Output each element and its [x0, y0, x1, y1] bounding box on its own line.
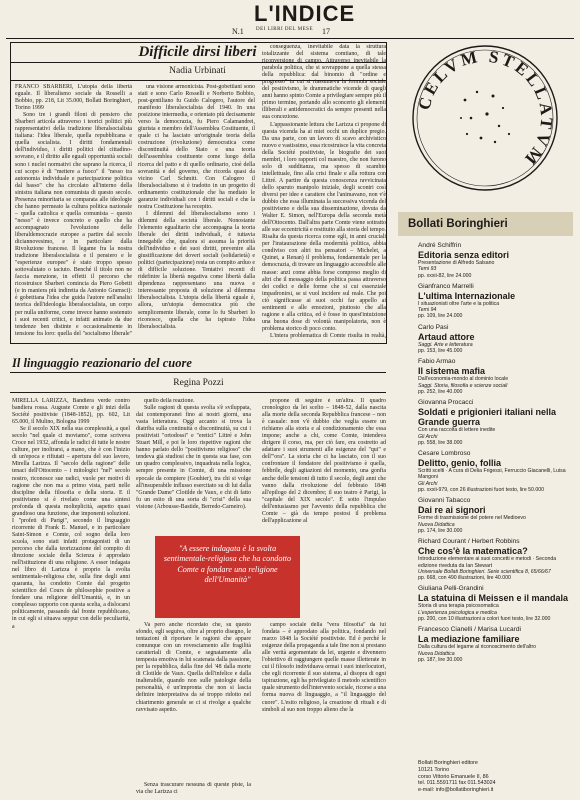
book-author: Fabio Armao	[418, 358, 456, 366]
article-2-author: Regina Pozzi	[173, 378, 224, 388]
publisher-address	[418, 760, 573, 794]
address-line: e-mail: info@bollatiboringhieri.it	[418, 787, 494, 794]
book-subtitle: Dalla cultura del legame al riconoscimento dell'altro	[418, 644, 537, 651]
pull-quote: "A essere indagata è la svolta sentimentale-religiosa che ha condotto Comte a fondare una religione dell'Umanità"	[155, 536, 300, 618]
book-info: pp. 252, lire 40.000	[418, 388, 463, 395]
article-1-column-2	[138, 84, 255, 338]
book-subtitle: Scritti scelti · A cura di Delia Frigessi, Ferruccio Giacanelli, Luisa Mangoni	[418, 468, 566, 481]
book-subtitle: Presentazione di Alfredo Salsano	[418, 260, 495, 266]
book-list	[418, 242, 573, 667]
book-author: Richard Courant / Herbert Robbins	[418, 538, 520, 546]
paragraph: conseguenza, inevitabile data la struttura totalizzante del sistema comtiano, di tale riconversione di campo. Attraverso inevitabile la parabola politica, che si sovrappone a quella stessa della repubblica: dal binomio di "ordine e progresso" in cui si riassumeva la formula sociale del positivismo, le drammatiche vicende di quegli anni hanno spinto Comte a privilegiare sempre più il primo termine, portando allo sconcerto gli elementi illiberali e antidemocratici da sempre presenti nella sua concezione.	[262, 44, 386, 121]
book-title: Soldati e prigionieri italiani nella Grande guerra	[418, 407, 557, 428]
address-line: 10121 Torino	[418, 766, 450, 773]
seal-text: CELVM STELLATVM	[414, 46, 557, 171]
book-info: pp. 174, lire 30.000	[418, 527, 463, 534]
publisher-seal-icon	[405, 38, 565, 198]
book-info: pp. xxxii-979, con 26 illustrazioni fuori testo, lire 50.000	[418, 487, 545, 494]
paragraph: Se il secolo XIX nella sua complessità, a quel secolo "nel quale ci moviamo", come scriveva Croce nel 1932, affonda le radici di tutte le nostre culture, per inoltrarsi, a mano, che è con l'inizio di un'epoca e rifiutati – apertura del suo lavoro, Mirella Larizza. Il "secolo della ragione" delle tenaci dell'Ottocento – i mitologici "nel" secolo nostro, riconosce sue radici, vuole per motivi di ragione che non ma a primo vista, parti nelle discipline della filosofia e della storia. E il positivismo si è rivelato come una sintesi profonda di questa molteplicità, aspetto quasi grandioso una funzione, due imponenti soluzioni. I "profeti di Parigi", secondo il linguaggio ricorrente di Frank E. Manuel, e in particolare Saint-Simon e Comte, col sogno della loro scuola, sono stati infatti protagonisti di un percorso che dalla teorizzazione del compito di direzione sociale della Scienza è approdato nell'istituzione di una religione. A esser indagata nel libro di Larizza è proprio la svolta sentimentale-religiosa che, sulla fine degli anni quaranta, ha condotto Comte dal progetto scientifico del Cours de philosophie positive a fondare una religione dell'Umanità, e, in un complesso rapporto con questa scelta, a dislocarsi politicamente, passando dal fronte repubblicano, in cui egli si situava seppur con delle peculiarità, a	[12, 426, 130, 630]
article-2-column-3-bottom	[262, 622, 386, 794]
article-1-column-3	[262, 44, 386, 340]
book-series: Gli Archi	[418, 433, 438, 440]
page-number: 17	[322, 27, 330, 36]
book-series: L'esperienza psicologica e medica	[418, 609, 497, 616]
paragraph: Senza trascurare nessuna di queste piste, la via che Larizza ci	[136, 782, 251, 796]
book-series: Saggi. Arte e letteratura	[418, 341, 473, 348]
book-series: Universale Bollati Boringhieri. Serie scientifica 8, 65/66/67	[418, 568, 551, 575]
book-entry	[418, 399, 573, 446]
paragraph: Sono tre i grandi filoni di pensiero che Sbarberi articola attraverso i teorici politici più rappresentativi della tradizione liberalsocialista italiana: l'idea liberale, quella repubblicana e quella socialista. I diritti fondamentali dell'individuo, i diritti politici del cittadino-sovrano, e il diritto alle eguali opportunità sociali sono i nuclei normativi che saprano la ricerca, il cui scopo è di "mettere a fuoco" il "nesso tra autonomia individuale e partecipazione politica dal basso" che ha circolato all'interno della sinistra italiana non comunista di questo secolo. Presenza minoritaria se comparata alle ideologie che hanno permeato la cultura politica nazionale – quella cattolica e quella comunista – questo "nesso" è invece concreto e quello che ha accompagnato l'evoluzione delle liberaldemocrazie europee a partire dal secolo diciannovesimo, e in particolare dalla Rivoluzione francese. Il legame fra la nostra tradizione liberalsocialista e il pensiero e le "esperienze europee" è stato troppo spesso sottovalutato o taciuto. Benché il titolo non ne faccia menzione, in effetti il percorso che ricostruisce Sbarberi comincia da Piero Gobetti (e in maniera più indiretta da Antonio Gramsci): è gobettiana l'idea che guida l'autore nell'analisi teorica dell'ideologia liberalsocialista, un corpo per nulla uniforme, come invece hanno sostenuto i suoi recenti critici, e infatti animato da due tendenze ben distinte e occasionalmente in tensione fra loro: quella del "socialismo liberale"	[15, 112, 132, 337]
book-title: La mediazione familiare	[418, 634, 520, 645]
book-series: Temi 93	[418, 266, 437, 273]
book-info: pp. 153, lire 45.000	[418, 348, 463, 355]
article-2-column-3-wrap	[304, 536, 386, 622]
address-line: tel. 011.5591711 fax 011.543024	[418, 780, 496, 787]
paragraph: Sulle ragioni di questa svolta s'è sviluppata, dai contemporanei fino ai nostri giorni, una vasta letteratura. Oggi accanto si trova la diatriba sulla continuità o discontinuità, su cui i positivisti "ortodossi" e "eretici" Littré e John Stuart Mill, e poi le loro rispettive ragioni che hanno parlato dello "positivismo religioso" che tendeva già studiosi che in questa sua fase, con un quadro complessivo, inquadrata nella logica, sempre presente in Comte, di una missione epocale da compiere (Gouhier), tra chi si volge all'insuperabile influsso esercitato su di lui dalla "Grande Dame" Clotilde de Vaux, e chi di fatto fu un esito di una sorta di "crisi" della sua visione (Arbousse-Bastide, Berredo-Carneiro).	[136, 405, 251, 510]
book-title: Dai re ai signori	[418, 505, 486, 516]
book-series: Nuova Didattica	[418, 521, 455, 528]
book-series: Gli Archi	[418, 480, 438, 487]
book-title: Delitto, genio, follia	[418, 458, 501, 469]
book-entry	[418, 358, 573, 395]
article-2-title: Il linguaggio reazionario del cuore	[12, 356, 192, 370]
book-entry	[418, 324, 573, 355]
book-author: Giovanni Tabacco	[418, 497, 471, 505]
article-2-column-1	[12, 398, 130, 792]
book-info: pp. 558, lire 38.000	[418, 439, 463, 446]
publisher-ad-sidebar	[398, 212, 573, 792]
sidebar-title: Bollati Boringhieri	[398, 212, 573, 236]
book-author: Francesco Cianelli / Marisa Lucardi	[418, 626, 521, 634]
paragraph: una visione armonicista. Post-gobettiani sono stati e sono Carlo Rosselli e Norberto Bobbio, post-gentiliano fu Guido Calogero, l'autore del manifesto liberalsocialista del 1940. In una posizione intermedia, e orientato più decisamente verso la democrazia, fu Piero Calamandrei, giurista e membro dell'Assemblea Costituente, il quale ci ha lasciato un'originale teoria della costruzione (rivoluzione) democratica come discontinuità dello Stato e una teoria dell'assemblea costituente come luogo della ricerca del patto e di quello ordinario, cioè della sovranità e del governo, che ricorda quasi da vicino Carl Schmitt. Con Calogero il liberalsocialismo si è tradotto in un progetto di ordinamento costituzionale che ha mediato le garanzie individuali con i diritti sociali e che la nostra Costituzione ha recepito.	[138, 84, 255, 210]
book-info: pp. 109, lire 24.000	[418, 313, 463, 320]
article-2-column-2-middle	[136, 622, 251, 782]
paragraph: L'intera problematica di Comte risulta in realtà,	[270, 332, 386, 339]
article-2-column-2-bottom	[136, 782, 251, 796]
book-subtitle: I situazionisti oltre l'arte e la politica	[418, 300, 500, 307]
book-series: Saggi. Storia, filosofia e scienze sociali	[418, 382, 508, 389]
book-author: Cesare Lombroso	[418, 450, 471, 458]
paragraph: campo sociale della "vera filosofia" da lui fondata – è approdato alla politica, fondando nel marzo 1848 la Société positiviste. Ed è perché le esigenze della propaganda a tale fine non si prestano alle verità argomentate da lei, urgente e divennero l'obiettivo di raggiungere quelle masse illetterate in cui il filosofo individuava ormai i suoi interlocutori, che egli ricorrente il suo sistema, al disopra di ogni ispirazione, egli ha privilegiato il metodo scientifico quale strumento dell'intervento sociale, ricorse a una forma nuova di linguaggio, a "il linguaggio del cuore". L'esito religioso, la creazione di rituali e di simboli al suo non troppo alieno che la	[262, 622, 386, 713]
book-info: pp. xxxii-82, lire 24.000	[418, 272, 472, 279]
book-subtitle: Forme di trasmissione del potere nel Medioevo	[418, 515, 526, 522]
address-line: corso Vittorio Emanuele II, 86	[418, 773, 489, 780]
book-title: Che cos'è la matematica?	[418, 546, 528, 557]
logo: L'INDICE	[254, 1, 356, 26]
book-entry	[418, 450, 573, 493]
paragraph: propone di seguire è un'altra. Il quadro cronologico da lei scelto – 1848-52, dalla nascita alla morte della seconda Repubblica francese – non è casuale: non v'è dubbio che veglia essere un richiamo alla storia e al condizionamento che essa impone; anche a chi, come Comte, intendeva dirigere il corso, ma, per ciò fare, era costretto ad adattare i suoi strumenti alle esigenze del "qui" e dell'"ora". La storia che ci ha lasciato, con il suo confrontare il fondatore del positivismo è quella, febbrile, degli agitazioni del momento, una gonfia anche delle tensioni di tutto il secolo, degli anni che vanno dalla rivoluzione del febbraio 1848 all'epilogo del 2 dicembre; il suo teatro è Parigi, la "capitale del XIX secolo". È sotto l'impulso dell'entusiasmo per l'avvento della repubblica che Comte – già da tempo postosi il problema dell'applicazione al	[262, 398, 386, 524]
book-subtitle: Dall'economia-mondo al dominio locale	[418, 376, 509, 383]
book-entry	[418, 283, 573, 320]
issue-number: N.1	[232, 27, 244, 36]
book-author: Gianfranco Marrelli	[418, 282, 474, 290]
book-title: Il sistema mafia	[418, 366, 486, 377]
book-subtitle: Storia di una terapia psicosomatica	[418, 603, 499, 610]
book-entry	[418, 242, 573, 279]
book-author: Giovanna Procacci	[418, 399, 474, 407]
book-entry	[418, 497, 573, 534]
book-info: pp. 668, con 490 illustrazioni, lire 40.000	[418, 575, 511, 582]
paragraph: Va però anche ricordato che, su questo sfondo, egli seguiva, oltre al proprio disegno, le tentazioni di riportare le ragioni che appare comunque con un rovesciamento alle fragilità caratteriali di Comte, e segnatamente alla tempesta emotiva in lui scatenata dalla passione, per la repubblica, dalla fine del '48 dalla morte di Clotilde de Vaux. Quella dell'infelice e dalla inalterabile, quando non sulle patologie della personalità, è un'impronta che non si lascia definire interpretativa da sé troppo ridotto nel chiarimento generale se ci si rivolge a qualche ravvisato aspetto.	[136, 622, 251, 713]
book-title: Editoria senza editori	[418, 250, 510, 260]
book-subtitle: Con una raccolta di lettere inedite	[418, 427, 496, 434]
paragraph: quello della reazione.	[144, 398, 195, 404]
masthead	[0, 0, 580, 34]
book-title: L'ultima Internazionale	[418, 290, 516, 301]
paragraph: L'appassionante lettura che Larizza ci propone di questa vicenda ha ai miei occhi un duplice pregio. Da una parte, con un lavoro di scavo archivistico nuovo e vastissimo, essa ricostruisce la vita concreta della Société positiviste, le biografie dei suoi membri, i loro rapporti col maestro, che non furono solo di sudditanza, ma spesso di scambio intellettuale, fino alla crisi finale e alla rottura con Littré. A partire da questa conoscenza ravvicinata dello sparuto manipolo iniziale, degli scontri così diversi per idee e carattere che l'animavano, non v'è dubbio che essa illuminata la successiva vicenda del positivismo e della sua disseminazione, dovuta da Walter E. Simon, nell'Europa della seconda metà dell'Ottocento. Dall'altra parte Comte viene sottratto alle sue eccentricità e restituito alla storia del tempo. Risalta da questa ricerca come egli, in anni cruciali per l'instaurazione della modernità politica, abbia condiviso con altri tra pensatori – Michelet, a Quinet, a Renan) il problema, fondamentale per la democrazia, di trovare un linguaggio accessibile alle masse: anzi come abbia forse compreso meglio di altri che il messaggio della politica passa attraverso dei codici e delle forme che si cui essenziale impadronirsi, se si vuol incidere sul reale. Che poi ciò significasse ai suoi occhi far appello ai sentimenti e alle emozioni, piuttosto che alla ragione e alla critica, ed è fosse in quest'intuizione una buona dose di volontà manipolatoria, non è problema storico di poco conto.	[262, 121, 386, 332]
book-author: Giuliana Pelli-Grandini	[418, 585, 484, 593]
article-2-author-rule	[10, 392, 386, 393]
article-1-title: Difficile dirsi liberi	[138, 44, 257, 60]
article-1-author: Nadia Urbinati	[169, 66, 226, 76]
book-entry	[418, 538, 573, 581]
book-entry	[418, 585, 573, 622]
article-2-title-rule	[10, 372, 386, 373]
book-title: La statuina di Meissen e il mandala	[418, 593, 569, 604]
logo-subtitle: DEI LIBRI DEL MESE	[256, 27, 314, 32]
paragraph: MIRELLA LARIZZA, Bandiera verde contro bandiera rossa. Auguste Comte e gli inizi della Société positiviste (1848-1852), pp. 602, Lit 65.000, il Mulino, Bologna 1999	[12, 398, 130, 426]
book-info: pp. 187, lire 30.000	[418, 656, 463, 663]
paragraph: FRANCO SBARBERI, L'utopia della libertà eguale. Il liberalismo sociale da Rosselli a Bobbio, pp. 218, Lit 35.000, Bollati Boringhieri, Torino 1999	[15, 84, 132, 112]
book-title: Artaud attore	[418, 331, 475, 342]
article-2-column-2-top	[136, 398, 251, 532]
paragraph: I dilemmi del liberalsocialismo sono i dilemmi della società liberale. Nonostante l'elemento egualitario che accompagna la teoria liberale dei diritti individuali, è tuttavia innegabile che, qualora si assuma la priorità dell'individuo e dei suoi diritti, prevenire alla giustificazione dei doveri sociali (solidarietà) e politici (partecipazione) resta un compito arduo e di difficile soluzione. Tentativi recenti di ridefinire la libertà negativa come libertà dalla dipendenza rappresentano una nuova e interessante proposta di soluzione al dilemma liberalsocialista. L'utopia della libertà eguale è, allora, un'utopia democratica più che semplicemente liberale, come lo fu Sbarberi lo riconosce, quella che ha ispirato l'idea liberalsocialista.	[138, 210, 255, 330]
book-series: Nuova Didattica	[418, 650, 455, 657]
book-entry	[418, 626, 573, 663]
article-1-column-1	[15, 84, 132, 338]
book-author: Carlo Pasi	[418, 323, 449, 331]
book-series: Temi 94	[418, 307, 437, 314]
article-2-column-3-top	[262, 398, 386, 532]
book-info: pp. 200, con 10 illustrazioni a colori fuori testo, lire 32.000	[418, 616, 551, 623]
book-subtitle: Introduzione elementare ai suoi concetti e metodi · Seconda edizione riveduta da Ian Stewart	[418, 556, 557, 569]
address-line: Bollati Boringhieri editore	[418, 760, 478, 766]
book-author: André Schiffrin	[418, 242, 462, 249]
